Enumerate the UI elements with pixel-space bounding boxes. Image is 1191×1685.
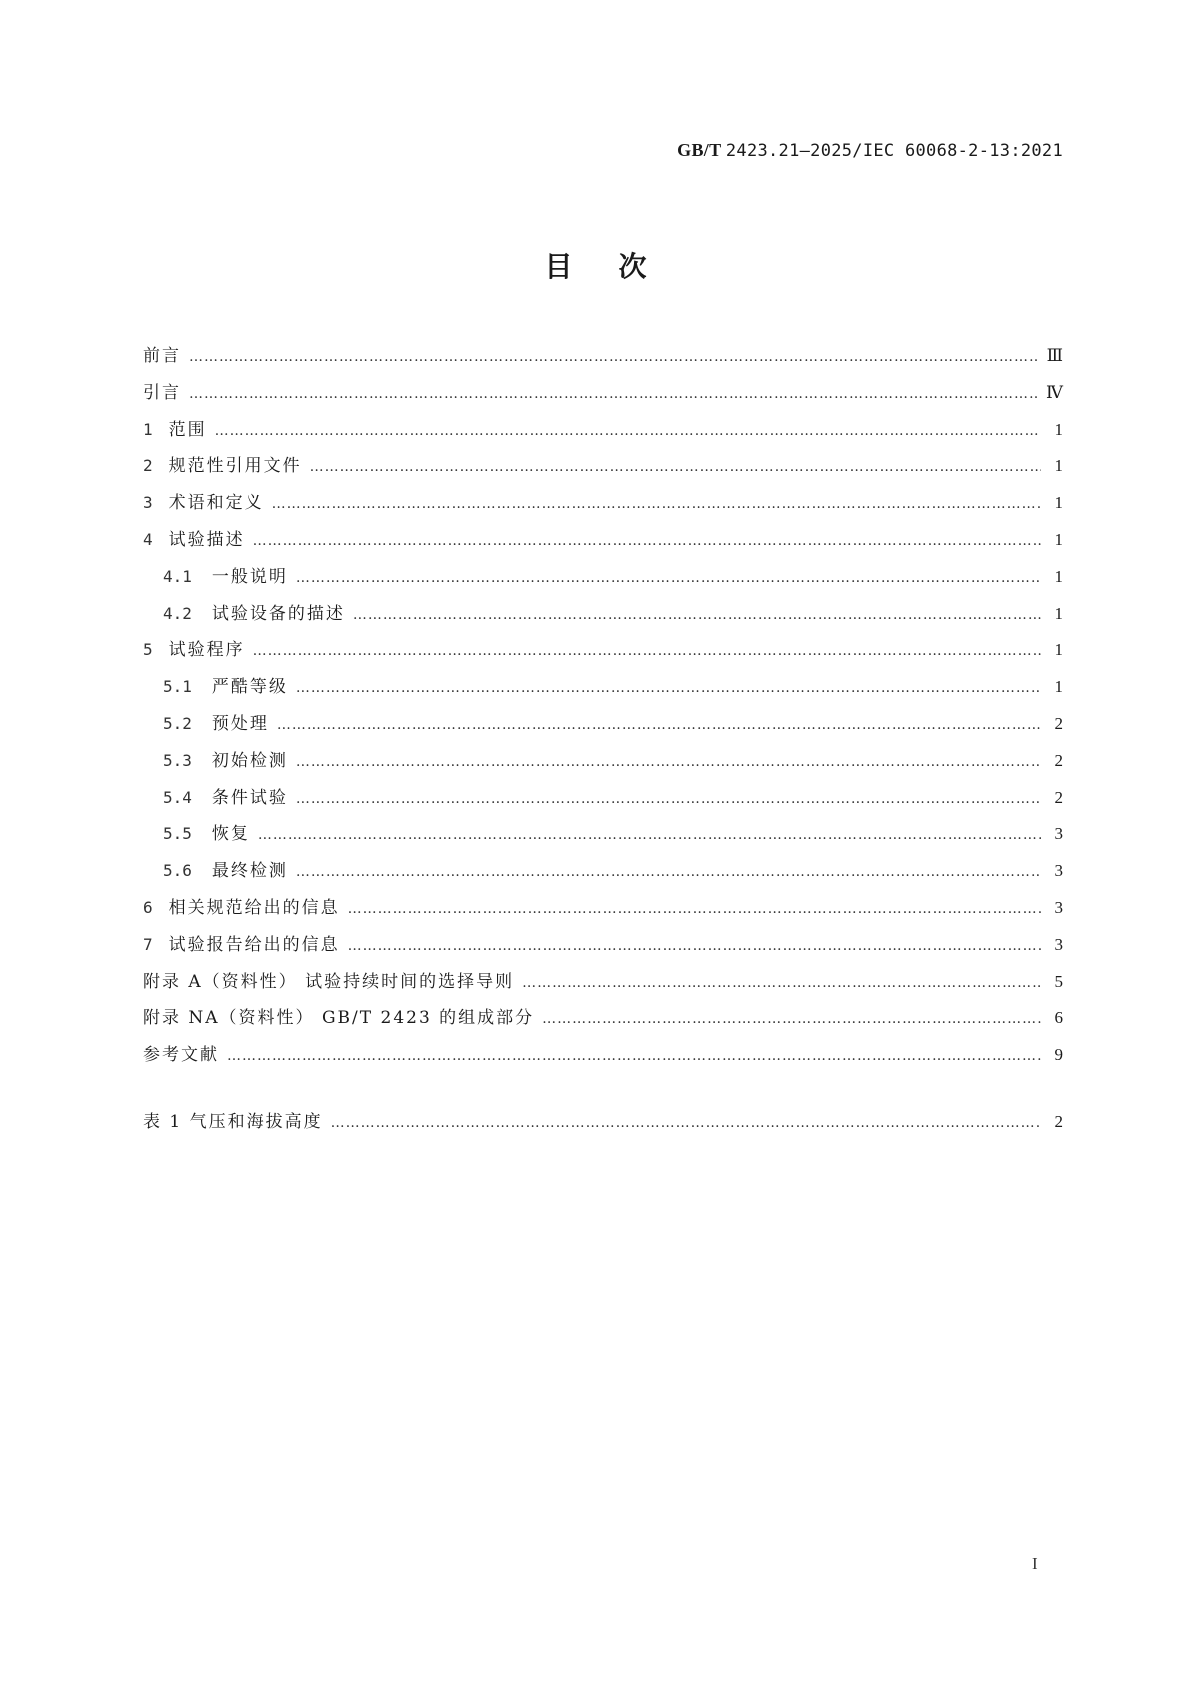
toc-row[interactable]: [143, 819, 1063, 856]
toc-section-number: 5.3: [163, 750, 192, 770]
dot-leader: [272, 496, 1041, 512]
toc-page-number: 1: [1054, 603, 1063, 623]
toc-divider: [143, 1077, 1063, 1107]
toc-section-number: 5.5: [163, 824, 192, 844]
dot-leader: [277, 717, 1041, 733]
dot-leader: [296, 680, 1041, 696]
toc-entry-label: 试验描述: [168, 529, 245, 550]
list-of-tables: [143, 1107, 1063, 1144]
toc-page-number: 1: [1054, 566, 1063, 586]
toc-row[interactable]: [143, 525, 1063, 562]
toc-section-number: 4.1: [163, 566, 192, 586]
toc-entry-label: 前言: [143, 346, 181, 366]
toc-entry-label: 规范性引用文件: [168, 456, 302, 477]
toc-entry-label: 引言: [143, 382, 181, 403]
toc-page-number: 3: [1054, 861, 1063, 881]
toc-page-number: 1: [1054, 493, 1063, 513]
toc-row[interactable]: [143, 746, 1063, 783]
table-list-row[interactable]: [143, 1107, 1063, 1144]
toc-section-number: 5.2: [163, 713, 192, 733]
dot-leader: [310, 459, 1041, 475]
dot-leader: [296, 754, 1041, 770]
standard-number: 2423.21—2025/IEC 60068-2-13:2021: [725, 141, 1063, 161]
dot-leader: [227, 1048, 1041, 1064]
toc-entry-label: 恢复: [211, 824, 250, 845]
toc-page-number: 1: [1054, 529, 1063, 549]
toc-entry-label: 参考文献: [143, 1045, 219, 1066]
toc-page-number: 2: [1054, 1111, 1063, 1131]
toc-page-number: 2: [1054, 713, 1063, 733]
page-number: I: [1032, 1554, 1038, 1573]
toc-section-number: 5.4: [163, 787, 192, 807]
toc-section-number: 3: [143, 493, 153, 513]
toc-entry-label: 术语和定义: [168, 493, 264, 514]
toc-page-number: 1: [1054, 677, 1063, 697]
toc-entry-label: 预处理: [211, 713, 269, 734]
toc-page-number: 1: [1054, 419, 1063, 439]
toc-row[interactable]: [143, 599, 1063, 636]
toc-page-number: 5: [1054, 971, 1063, 991]
toc-entry-label: 表 1 气压和海拔高度: [143, 1111, 323, 1132]
toc-section-number: 4: [143, 529, 153, 549]
toc-row[interactable]: [143, 415, 1063, 452]
standard-code: GB/T: [677, 140, 722, 160]
toc-page-number: 1: [1054, 640, 1063, 660]
toc-row[interactable]: [143, 967, 1063, 1004]
dot-leader: [353, 607, 1041, 623]
toc-section-number: 7: [143, 934, 153, 954]
toc-page-number: Ⅳ: [1046, 382, 1063, 402]
toc-section-number: 5: [143, 640, 153, 660]
toc-entry-label: 范围: [168, 419, 207, 440]
toc-row[interactable]: [143, 783, 1063, 820]
toc-page-number: 2: [1054, 750, 1063, 770]
toc-row[interactable]: [143, 856, 1063, 893]
toc-entry-label: 条件试验: [211, 787, 288, 808]
toc-section-number: 2: [143, 456, 153, 476]
toc-row[interactable]: [143, 488, 1063, 525]
toc-entry-label: 最终检测: [211, 861, 288, 882]
toc-page-number: 1: [1054, 456, 1063, 476]
toc-row[interactable]: [143, 672, 1063, 709]
toc-entry-label: 相关规范给出的信息: [168, 897, 340, 918]
toc-section-number: 5.6: [163, 861, 192, 881]
dot-leader: [542, 1011, 1041, 1027]
dot-leader: [296, 570, 1041, 586]
toc-page-number: 3: [1054, 824, 1063, 844]
toc-entry-label: 附录 A（资料性） 试验持续时间的选择导则: [143, 971, 515, 992]
dot-leader: [189, 349, 1039, 365]
dot-leader: [348, 938, 1041, 954]
toc-entry-label: 试验设备的描述: [211, 603, 345, 624]
dot-leader: [253, 643, 1041, 659]
toc-row[interactable]: [143, 341, 1063, 378]
table-of-contents: [143, 341, 1063, 1144]
toc-page-number: 9: [1054, 1045, 1063, 1065]
toc-page-number: 3: [1054, 897, 1063, 917]
toc-page-number: 6: [1054, 1008, 1063, 1028]
toc-row[interactable]: [143, 1040, 1063, 1077]
toc-entry-label: 试验报告给出的信息: [168, 934, 340, 955]
toc-entry-label: 初始检测: [211, 750, 288, 771]
page-title: 目次: [544, 250, 693, 283]
standard-number-header: [677, 140, 1063, 161]
toc-row[interactable]: [143, 1003, 1063, 1040]
toc-row[interactable]: [143, 930, 1063, 967]
dot-leader: [331, 1115, 1041, 1131]
toc-page-number: 3: [1054, 934, 1063, 954]
toc-section-number: 6: [143, 897, 153, 917]
toc-entries: [143, 341, 1063, 1077]
dot-leader: [253, 533, 1041, 549]
toc-section-number: 4.2: [163, 603, 192, 623]
dot-leader: [258, 827, 1041, 843]
toc-entry-label: 附录 NA（资料性） GB/T 2423 的组成部分: [143, 1008, 535, 1029]
toc-row[interactable]: [143, 378, 1063, 415]
toc-page-number: Ⅲ: [1046, 346, 1063, 365]
dot-leader: [348, 901, 1041, 917]
dot-leader: [522, 975, 1041, 991]
toc-row[interactable]: [143, 893, 1063, 930]
dot-leader: [189, 386, 1038, 402]
toc-row[interactable]: [143, 451, 1063, 488]
toc-entry-label: 一般说明: [211, 566, 288, 587]
dot-leader: [296, 791, 1041, 807]
toc-section-number: 1: [143, 419, 153, 439]
dot-leader: [296, 864, 1041, 880]
toc-entry-label: 试验程序: [168, 640, 245, 661]
toc-section-number: 5.1: [163, 677, 192, 697]
toc-row[interactable]: [143, 562, 1063, 599]
toc-row[interactable]: [143, 635, 1063, 672]
toc-row[interactable]: [143, 709, 1063, 746]
dot-leader: [215, 423, 1041, 439]
toc-page-number: 2: [1054, 787, 1063, 807]
toc-entry-label: 严酷等级: [211, 677, 288, 698]
